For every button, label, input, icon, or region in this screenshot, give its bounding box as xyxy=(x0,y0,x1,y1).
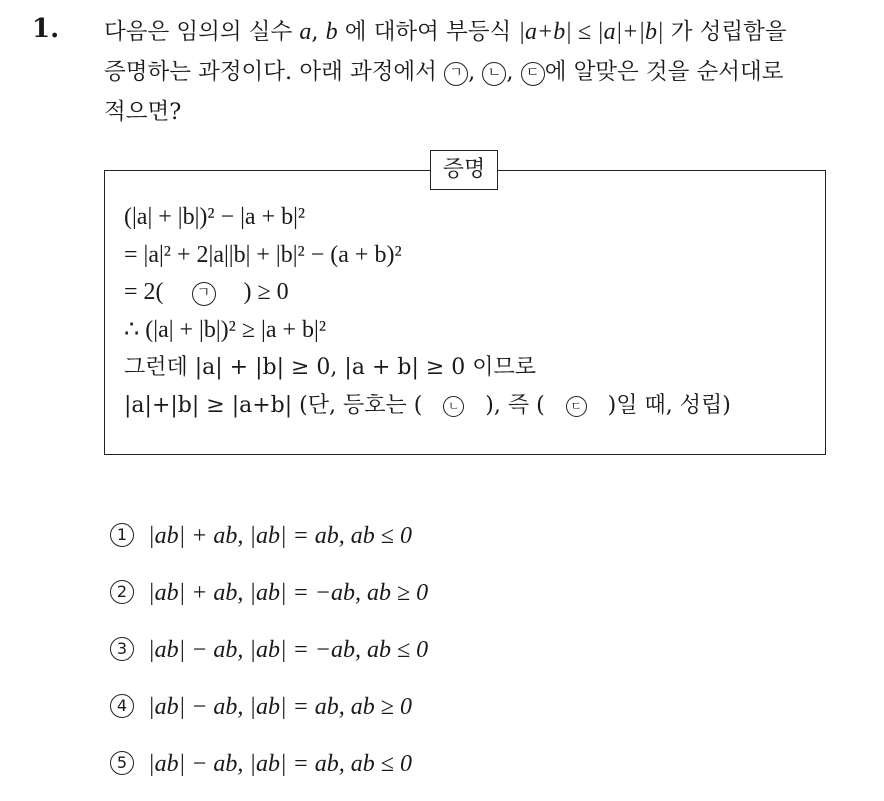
choice-number-2: 2 xyxy=(110,580,134,604)
question-comma: , xyxy=(311,19,326,45)
marker-circle-1: ㄱ xyxy=(444,62,468,86)
proof-title: 증명 xyxy=(430,150,498,190)
choice-text-3: |ab| − ab, |ab| = −ab, ab ≤ 0 xyxy=(148,637,429,663)
question-text xyxy=(104,12,874,132)
proof-line-5: 그런데 |a| + |b| ≥ 0, |a + b| ≥ 0 이므로 xyxy=(124,355,537,380)
choice-text-4: |ab| − ab, |ab| = ab, ab ≥ 0 xyxy=(148,694,412,720)
proof-line-2: = |a|² + 2|a||b| + |b|² − (a + b)² xyxy=(124,241,402,268)
choice-2[interactable] xyxy=(110,573,428,630)
choice-1[interactable] xyxy=(110,516,428,573)
question-line1-mid: 에 대하여 부등식 xyxy=(337,19,519,45)
choice-text-2: |ab| + ab, |ab| = −ab, ab ≥ 0 xyxy=(148,580,429,606)
blank-3-circle: ㄷ xyxy=(566,396,587,417)
choice-text-1: |ab| + ab, |ab| = ab, ab ≤ 0 xyxy=(148,523,412,549)
proof-line-6 xyxy=(124,387,731,425)
question-line1-pre: 다음은 임의의 실수 xyxy=(104,19,300,45)
proof-line-3 xyxy=(124,274,731,312)
choice-number-5: 5 xyxy=(110,751,134,775)
var-a: a xyxy=(299,19,312,45)
var-b: b xyxy=(325,19,338,45)
choice-number-1: 1 xyxy=(110,523,134,547)
question-line-1 xyxy=(104,12,874,52)
choice-number-4: 4 xyxy=(110,694,134,718)
proof-line-1: (|a| + |b|)² − |a + b|² xyxy=(124,204,306,230)
choice-text-5: |ab| − ab, |ab| = ab, ab ≤ 0 xyxy=(148,751,412,777)
blank-2-circle: ㄴ xyxy=(443,396,464,417)
question-line1-post: 가 성립함을 xyxy=(663,19,787,45)
marker-circle-2: ㄴ xyxy=(482,62,506,86)
choice-number-3: 3 xyxy=(110,637,134,661)
choice-5[interactable] xyxy=(110,744,428,801)
proof-line6-mid: ), 즉 ( xyxy=(485,392,545,418)
marker-circle-3: ㄷ xyxy=(521,62,545,86)
proof-line-4: ∴ (|a| + |b|)² ≥ |a + b|² xyxy=(124,316,327,343)
proof-line3-head: = 2( xyxy=(124,279,164,305)
proof-line6-head: |a|+|b| ≥ |a+b| (단, 등호는 ( xyxy=(124,392,423,418)
choice-4[interactable] xyxy=(110,687,428,744)
question-line-2: 증명하는 과정이다. 아래 과정에서 ㄱ , ㄴ , ㄷ 에 알맞은 것을 순서대로 xyxy=(104,59,784,85)
proof-line6-tail: )일 때, 성립) xyxy=(607,392,731,418)
question-line-3: 적으면? xyxy=(104,99,182,125)
blank-1-circle: ㄱ xyxy=(192,282,216,306)
answer-choices xyxy=(110,516,428,801)
proof-line3-tail: ) ≥ 0 xyxy=(243,279,289,305)
question-line2-pre: 증명하는 과정이다. 아래 과정에서 xyxy=(104,59,445,85)
proof-lines xyxy=(124,199,731,424)
choice-3[interactable] xyxy=(110,630,428,687)
inequality-expression: |a+b| ≤ |a|+|b| xyxy=(518,19,664,45)
question-line2-post: 에 알맞은 것을 순서대로 xyxy=(544,59,784,85)
question-number: 1. xyxy=(32,14,60,44)
